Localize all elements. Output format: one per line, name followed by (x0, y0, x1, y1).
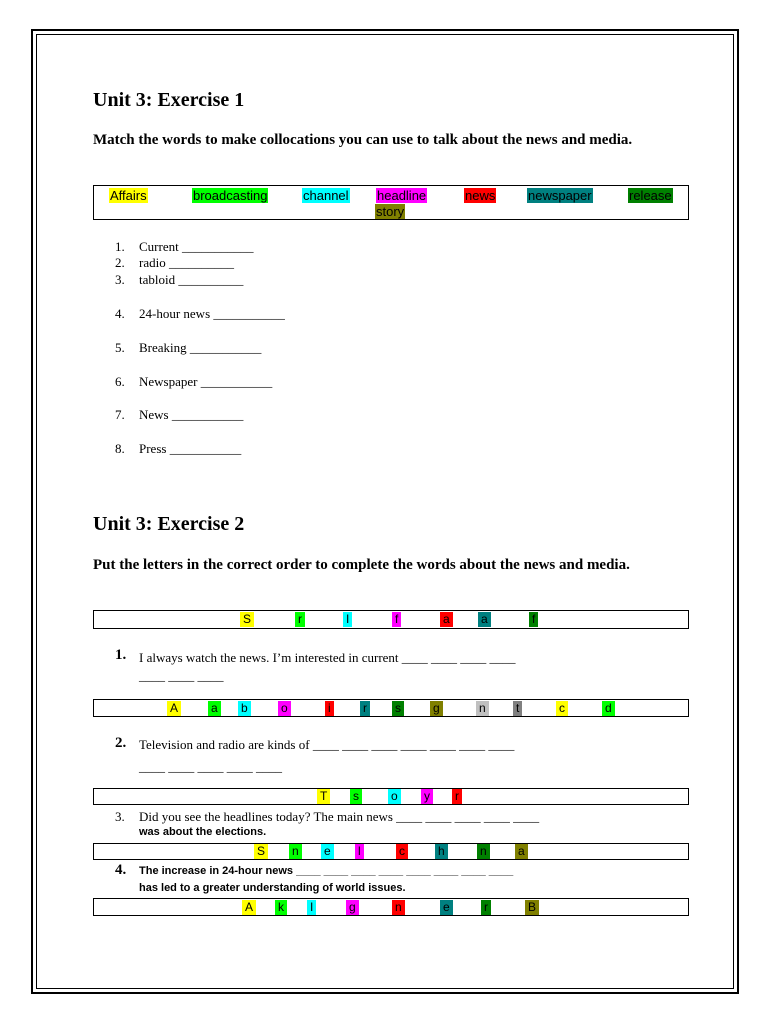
scrambled-letter: n (477, 844, 490, 859)
question-number: 4. (115, 862, 127, 878)
scrambled-letter: l (355, 844, 364, 859)
scrambled-letter: e (440, 900, 453, 915)
exercise2-instruction: Put the letters in the correct order to complete the words about the news and media. (93, 557, 630, 573)
exercise1-item: 7. News ___________ (115, 407, 244, 422)
exercise1-item: 3. tabloid __________ (115, 272, 244, 287)
scrambled-letter: e (321, 844, 334, 859)
scrambled-letter: f (392, 612, 401, 627)
scrambled-letter: a (208, 701, 221, 716)
question-1-line1: I always watch the news. I’m interested in current ____ ____ ____ ____ (139, 650, 516, 665)
scrambled-letter: o (388, 789, 401, 804)
word-bank-item: headline (377, 188, 427, 203)
question-3-line1: Did you see the headlines today? The main news ____ ____ ____ ____ ____ (139, 809, 540, 824)
scrambled-letter: n (392, 900, 405, 915)
question-number: 3. (115, 809, 125, 824)
question-4-line2: has led to a greater understanding of world issues. (139, 882, 406, 894)
exercise1-instruction: Match the words to make collocations you can use to talk about the news and media. (93, 132, 633, 148)
scrambled-letter: c (396, 844, 408, 859)
question-number: 1. (115, 647, 127, 663)
scrambled-letter: f (529, 612, 538, 627)
scrambled-letter: n (476, 701, 489, 716)
scrambled-letter: r (295, 612, 305, 627)
scrambled-letter: c (556, 701, 568, 716)
scrambled-letter: B (525, 900, 539, 915)
scrambled-letter: n (289, 844, 302, 859)
scrambled-letter: s (392, 701, 404, 716)
scrambled-letter: k (275, 900, 287, 915)
scrambled-letter: b (238, 701, 251, 716)
exercise1-item: 6. Newspaper ___________ (115, 374, 273, 389)
word-bank-item: release (629, 188, 672, 203)
scrambled-letter: o (278, 701, 291, 716)
question-1-line2: ____ ____ ____ (139, 668, 224, 683)
scrambled-letter: a (478, 612, 491, 627)
question-3-line2: was about the elections. (139, 826, 267, 838)
scrambled-letter: g (346, 900, 359, 915)
scrambled-letter: A (167, 701, 181, 716)
word-bank-item: news (465, 188, 496, 203)
letter-box-5 (93, 898, 689, 916)
word-bank-item: Affairs (110, 188, 147, 203)
letter-box-1 (93, 610, 689, 629)
scrambled-letter: I (307, 900, 316, 915)
exercise2-title: Unit 3: Exercise 2 (93, 513, 245, 535)
word-bank-item: newspaper (528, 188, 592, 203)
letter-box-4 (93, 843, 689, 860)
scrambled-letter: S (254, 844, 268, 859)
word-bank (93, 185, 689, 220)
word-bank-item: story (376, 204, 405, 219)
scrambled-letter: I (343, 612, 352, 627)
scrambled-letter: A (242, 900, 256, 915)
scrambled-letter: T (317, 789, 330, 804)
scrambled-letter: t (513, 701, 522, 716)
scrambled-letter: i (325, 701, 334, 716)
scrambled-letter: r (360, 701, 370, 716)
exercise1-item: 8. Press ___________ (115, 441, 242, 456)
scrambled-letter: g (430, 701, 443, 716)
scrambled-letter: h (435, 844, 448, 859)
question-2-line1: Television and radio are kinds of ____ ____ ____ ____ ____ ____ ____ (139, 737, 515, 752)
scrambled-letter: a (440, 612, 453, 627)
scrambled-letter: a (515, 844, 528, 859)
question-2-line2: ____ ____ ____ ____ ____ (139, 759, 282, 774)
question-4-line1: The increase in 24-hour news ____ ____ ____ ____ ____ ____ ____ ____ (139, 865, 514, 877)
scrambled-letter: d (602, 701, 615, 716)
exercise1-item: 4. 24-hour news ___________ (115, 306, 285, 321)
word-bank-item: broadcasting (193, 188, 268, 203)
question-number: 2. (115, 735, 127, 751)
letter-box-3 (93, 788, 689, 805)
exercise1-item: 1. Current ___________ (115, 239, 254, 254)
scrambled-letter: S (240, 612, 254, 627)
exercise1-item: 5. Breaking ___________ (115, 340, 262, 355)
scrambled-letter: r (481, 900, 491, 915)
exercise1-item: 2. radio __________ (115, 255, 234, 270)
exercise1-title: Unit 3: Exercise 1 (93, 89, 245, 111)
scrambled-letter: s (350, 789, 362, 804)
scrambled-letter: r (452, 789, 462, 804)
word-bank-item: channel (303, 188, 349, 203)
scrambled-letter: y (421, 789, 433, 804)
letter-box-2 (93, 699, 689, 717)
